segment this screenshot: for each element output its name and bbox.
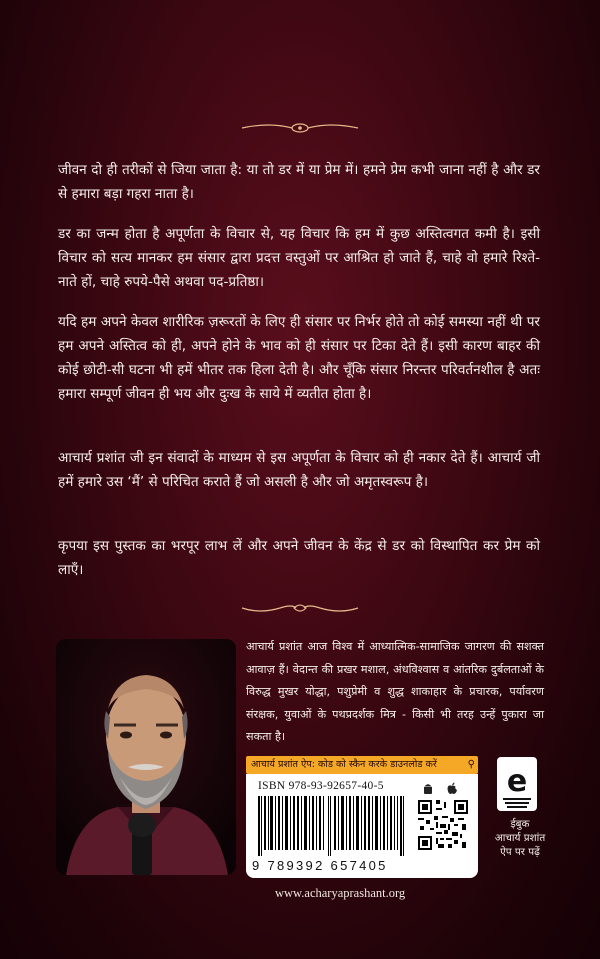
ebook-line-1: ईबुक <box>510 818 530 830</box>
ebook-letter: e <box>506 764 528 799</box>
android-icon <box>422 782 434 798</box>
barcode-number: 9 789392 657405 <box>252 858 388 873</box>
body-paragraph-3: यदि हम अपने केवल शारीरिक ज़रूरतों के लिए ही संसार पर निर्भर होते तो कोई समस्या नहीं थी पर हम अपने अस्तित्व को ही, अपने होने के भाव को ही संसार पर टिका देते हैं। इसी कारण बाहर की कोई छोटी-सी घटना भी हमें भीतर तक हिला देती है। और चूँकि संसार निरन्तर परिवर्तनशील है अतः हमारा सम्पूर्ण जीवन ही भय और दुःख के साये में व्यतीत होता है। <box>58 314 540 402</box>
website-link[interactable]: www.acharyaprashant.org <box>275 886 406 900</box>
barcode <box>258 796 406 856</box>
ebook-line-2: आचार्य प्रशांत <box>494 832 546 844</box>
isbn-label: ISBN 978-93-92657-40-5 <box>258 780 384 792</box>
scan-strip-text: आचार्य प्रशांत ऐप: कोड को स्कैन करके डाउनलोड करें <box>251 759 437 770</box>
ornament-divider-icon <box>240 600 360 616</box>
ebook-caption <box>472 817 568 859</box>
body-paragraph-5: कृपया इस पुस्तक का भरपूर लाभ लें और अपने जीवन के केंद्र से डर को विस्थापित कर प्रेम को लाएँ। <box>58 538 540 578</box>
ornament-divider-icon <box>240 120 360 136</box>
qr-code[interactable] <box>418 800 468 850</box>
intro-paragraph: जीवन दो ही तरीकों से जिया जाता है: या तो डर में या प्रेम में। हमने प्रेम कभी जाना नहीं है और डर से हमारा बड़ा गहरा नाता है। <box>58 162 540 202</box>
author-bio: आचार्य प्रशांत आज विश्व में आध्यात्मिक-सामाजिक जागरण की सशक्त आवाज़ हैं। वेदान्त की प्रखर मशाल, अंधविश्वास व आंतरिक दुर्बलताओं के विरुद्ध मुखर योद्धा, पशुप्रेमी व शुद्ध शाकाहार के प्रचारक, पर्यावरण संरक्षक, युवाओं के पथप्रदर्शक मित्र - किसी भी तरह उन्हें पुकारा जा सकता है। <box>246 640 544 744</box>
barcode-panel <box>246 774 478 878</box>
apple-icon <box>446 782 458 798</box>
body-paragraph-4: आचार्य प्रशांत जी इन संवादों के माध्यम से इस अपूर्णता के विचार को ही नकार देते हैं। आचार्य जी हमें हमारे उस ‘मैं’ से परिचित कराते हैं जो असली है और जो अमृतस्वरूप है। <box>58 450 540 490</box>
ebook-line-3: ऐप पर पढ़ें <box>500 846 540 858</box>
body-paragraph-2: डर का जन्म होता है अपूर्णता के विचार से, यह विचार कि हम में कुछ अस्तित्वगत कमी है। इसी विचार को सत्य मानकर हम संसार द्वारा प्रदत्त वस्तुओं पर आश्रित हो जाते हैं, चाहे वो हमारे रिश्ते-नाते हों, चाहे रुपये-पैसे अथवा पद-प्रतिष्ठा। <box>58 226 540 290</box>
author-photo <box>56 639 236 875</box>
magnifier-icon: ⚲ <box>467 759 475 770</box>
ebook-icon <box>497 757 537 811</box>
app-scan-strip <box>246 756 478 774</box>
